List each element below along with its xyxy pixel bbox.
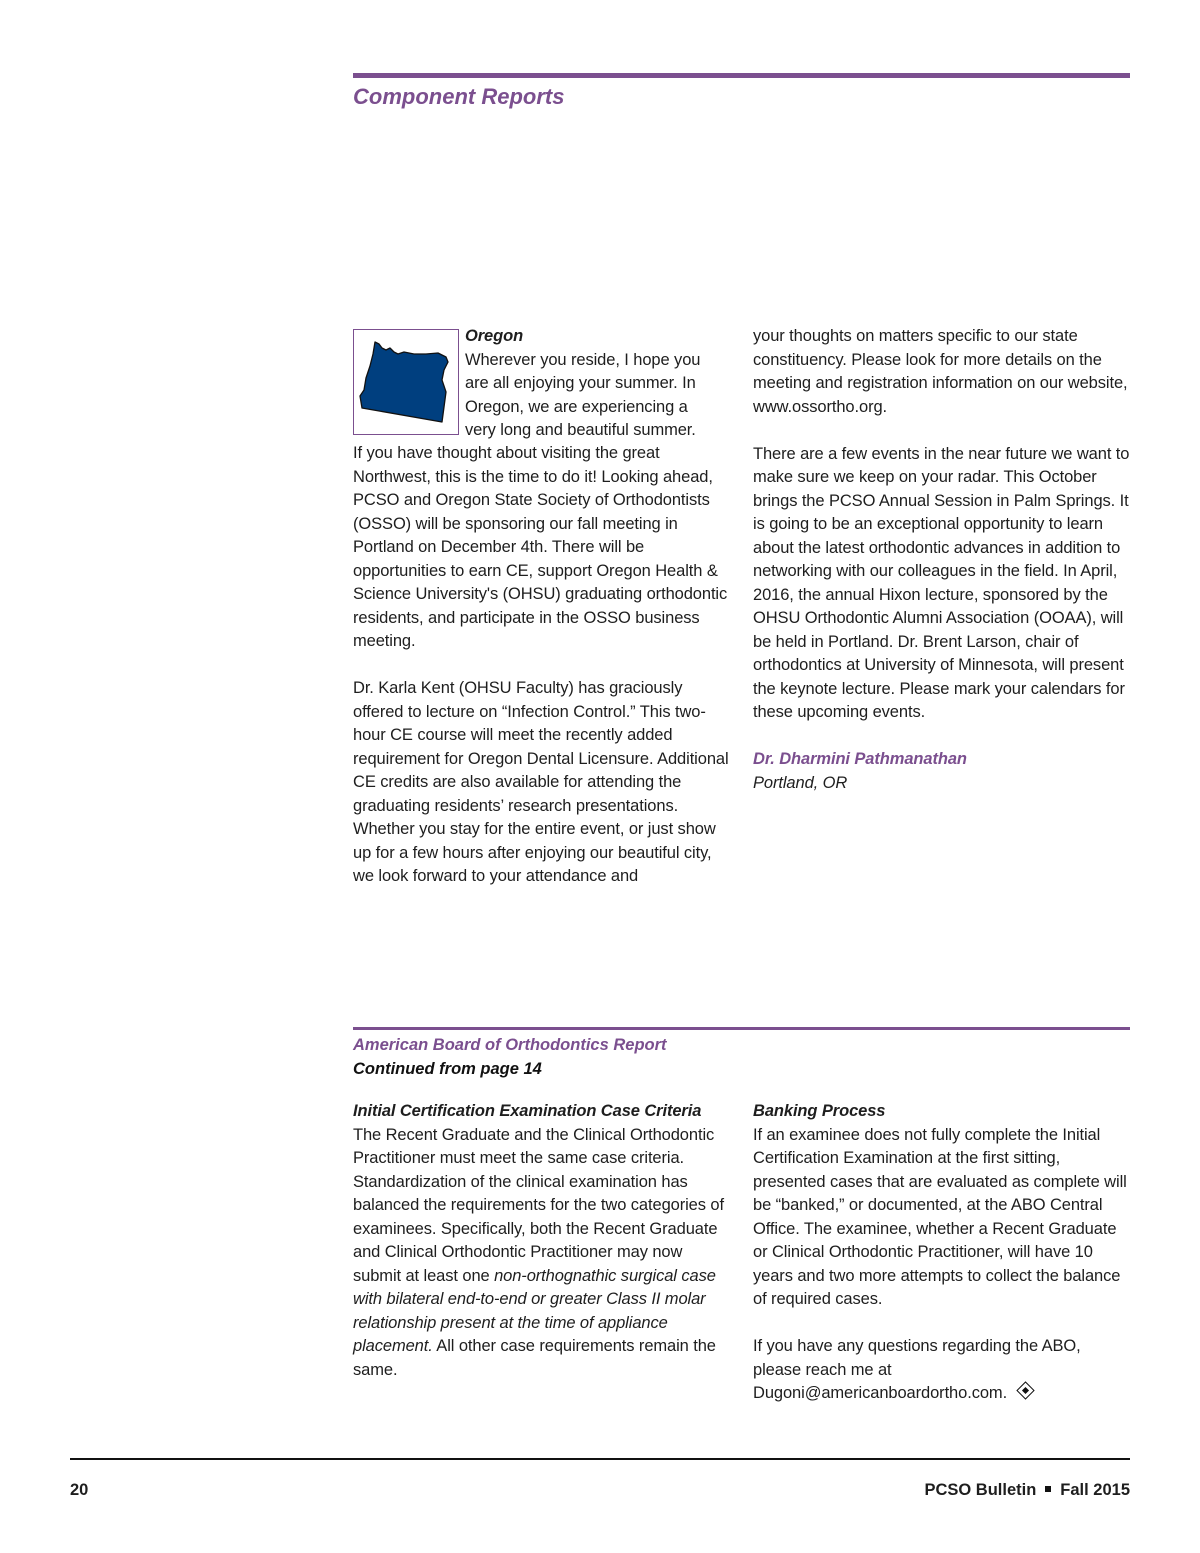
abo-left-text-2: All other case requirements remain the same. <box>353 1337 716 1379</box>
abo-left-text-1: The Recent Graduate and the Clinical Orthodontic Practitioner must meet the same case criteria. Standardization of the clinical examination has balanced the requirements for the two categories of examinees. Specifically, both the Recent Graduate and Clinical Orthodontic Practitioner may now submit at least one <box>353 1125 724 1285</box>
issue-label: Fall 2015 <box>1060 1481 1130 1499</box>
abo-right-column <box>753 1100 1131 1406</box>
section-title: Component Reports <box>353 84 565 109</box>
abo-report-title: American Board of Orthodontics Report <box>353 1036 667 1054</box>
oregon-paragraph-3: your thoughts on matters specific to our state constituency. Please look for more details on the meeting and registration information on our website, www.ossortho.org. <box>753 327 1128 416</box>
oregon-state-map-icon <box>354 330 458 434</box>
oregon-intro-line: very long and beautiful summer. <box>465 421 696 439</box>
oregon-right-column <box>753 325 1131 795</box>
oregon-intro-line: are all enjoying your summer. In <box>465 374 696 392</box>
abo-contact-text: If you have any questions regarding the ABO, please reach me at <box>753 1337 1081 1379</box>
signature-name: Dr. Dharmini Pathmanathan <box>753 750 967 768</box>
footer-publication-info <box>924 1481 1130 1500</box>
abo-right-paragraph-2 <box>753 1335 1131 1406</box>
signature-location: Portland, OR <box>753 773 848 792</box>
square-bullet-icon <box>1045 1486 1051 1492</box>
abo-left-column <box>353 1100 731 1382</box>
abo-continued-note: Continued from page 14 <box>353 1060 542 1078</box>
oregon-intro <box>465 325 735 443</box>
oregon-paragraph-2: Dr. Karla Kent (OHSU Faculty) has graciously offered to lecture on “Infection Control.” This two-hour CE course will meet the recently added requirement for Oregon Dental Licensure. Additional CE credits are also available for attending the graduating residents’ research presentations. Whether you stay for the entire event, or just show up for a few hours after enjoying our beautiful city, we look forward to your attendance and <box>353 679 729 885</box>
oregon-map-frame <box>353 329 459 435</box>
oregon-intro-line: Wherever you reside, I hope you <box>465 350 701 369</box>
page-number: 20 <box>70 1481 89 1499</box>
abo-left-text-italic: non-orthognathic surgical case with bilateral end-to-end or greater Class II molar relationship present at the time of appliance placement. <box>353 1266 716 1355</box>
oregon-heading: Oregon <box>465 327 524 345</box>
oregon-paragraph-1: If you have thought about visiting the great Northwest, this is the time to do it! Looking ahead, PCSO and Oregon State Society of Orthodontists (OSSO) will be sponsoring our fall meeting in Portland on December 4th. There will be opportunities to earn CE, support Oregon Health & Science University's (OHSU) graduating orthodontic residents, and participate in the OSSO business meeting. <box>353 444 728 650</box>
oregon-left-column <box>353 442 731 889</box>
oregon-state-shape <box>360 342 448 422</box>
abo-left-heading: Initial Certification Examination Case Criteria <box>353 1102 702 1120</box>
abo-right-heading: Banking Process <box>753 1102 886 1120</box>
oregon-intro-line: Oregon, we are experiencing a <box>465 397 688 416</box>
publication-name: PCSO Bulletin <box>924 1481 1037 1499</box>
abo-contact-email[interactable]: Dugoni@americanboardortho.com. <box>753 1384 1008 1402</box>
oregon-paragraph-4: There are a few events in the near future we want to make sure we keep on your radar. This October brings the PCSO Annual Session in Palm Springs. It is going to be an exceptional opportunity to learn about the latest orthodontic advances in addition to networking with our colleagues in the field. In April, 2016, the annual Hixon lecture, sponsored by the OHSU Orthodontic Alumni Association (OOAA), will be held in Portland. Dr. Brent Larson, chair of orthodontics at University of Minnesota, will present the keynote lecture. Please mark your calendars for these upcoming events. <box>753 444 1130 721</box>
diamond-end-mark-icon <box>1016 1381 1034 1399</box>
footer-rule <box>70 1458 1130 1460</box>
abo-left-paragraph <box>353 1124 731 1383</box>
abo-section-rule <box>353 1027 1130 1030</box>
abo-right-paragraph-1: If an examinee does not fully complete the Initial Certification Examination at the first sitting, presented cases that are evaluated as complete will be “banked,” or documented, at the ABO Central Office. The examinee, whether a Recent Graduate or Clinical Orthodontic Practitioner, will have 10 years and two more attempts to collect the balance of required cases. <box>753 1125 1127 1308</box>
section-top-rule <box>353 73 1130 78</box>
